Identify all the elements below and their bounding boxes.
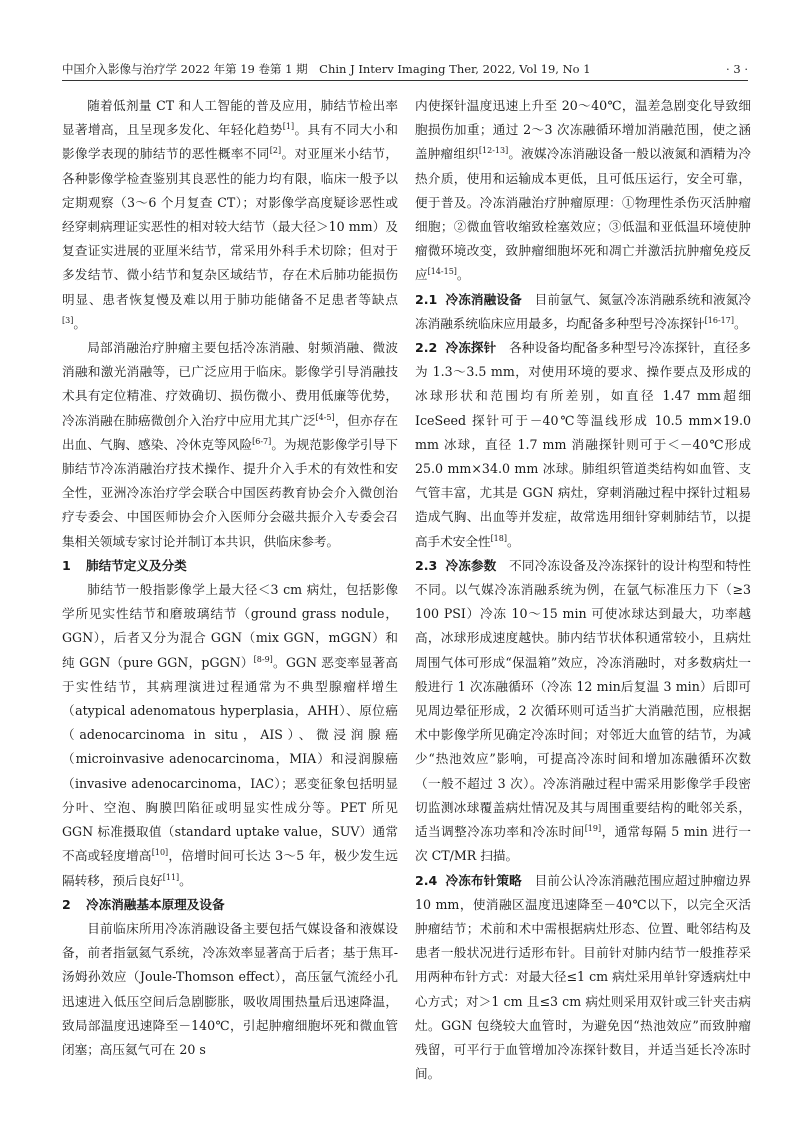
intro-paragraph-1: 随着低剂量 CT 和人工智能的普及应用，肺结节检出率显著增高，且呈现多发化、年轻化趋势[1]。具有不同大小和影像学表现的肺结节的恶性概率不同[2]。对亚厘米小结节，各种影像学检查鉴别其良恶性的能力均有限，临床一般予以定期观察（3～6 个月复查 CT）；对影像学高度疑诊恶性或经穿刺病理证实恶性的相对较大结节（最大径＞10 mm）及复查证实进展的亚厘米结节，常采用外科手术切除；但对于多发结节、微小结节和复杂区域结节，存在术后肺功能损伤明显、患者恢复慢及难以用于肺功能储备不足患者等缺点[3]。 xyxy=(62,98,398,331)
citation[interactable]: [12-13] xyxy=(478,146,509,156)
citation[interactable]: [11] xyxy=(162,872,180,882)
left-column xyxy=(62,94,398,1104)
citation[interactable]: [4-5] xyxy=(315,412,335,422)
subsection-2-2: 2.2 冷冻探针 各种设备均配备多种型号冷冻探针，直径多为 1.3～3.5 mm，对使用环境的要求、操作要点及形成的冰球形状和范围均有所差别，如直径 1.47 mm超细 IceSeed 探针可于－40℃等温线形成 10.5 mm×19.0 mm 冰球，直径 1.7 mm 消融探针则可于＜－40℃形成 25.0 mm×34.0 mm 冰球。肺组织管道类结构如血管、支气管丰富，尤其是 GGN 病灶，穿刺消融过程中探针过粗易造成气胸、出血等并发症，故常选用细针穿刺肺结节，以提高手术安全性[18]。 xyxy=(415,340,751,549)
citation[interactable]: [18] xyxy=(490,533,507,543)
section-2-continued: 内使探针温度迅速上升至 20～40℃，温差急剧变化导致细胞损伤加重；通过 2～3 次冻融循环增加消融范围，使之涵盖肿瘤组织[12-13]。液媒冷冻消融设备一般以液氮和酒精为冷热介质，使用和运输成本更低，且可低压运行，安全可靠，便于普及。冷冻消融治疗肿瘤原理：①物理性杀伤灭活肿瘤细胞；②微血管收缩致栓塞效应；③低温和亚低温环境使肿瘤微环境改变，致肿瘤细胞坏死和凋亡并激活抗肿瘤免疫反应[14-15]。 xyxy=(415,98,751,283)
citation[interactable]: [6-7] xyxy=(252,436,272,446)
citation[interactable]: [14-15] xyxy=(427,267,457,277)
section-2-paragraph: 目前临床所用冷冻消融设备主要包括气媒设备和液媒设备，前者指氩氦气系统，冷冻效率显著高于后者；基于焦耳-汤姆孙效应（Joule-Thomson effect），高压氩气流经小孔迅速进入低压空间后急剧膨胀，吸收周围热量后迅速降温，致局部温度迅速降至－140℃，引起肿瘤细胞坏死和微血管闭塞；高压氦气可在 20 s xyxy=(62,920,398,1057)
journal-info: 中国介入影像与治疗学 2022 年第 19 卷第 1 期 Chin J Interv Imaging Ther, 2022, Vol 19, No 1 xyxy=(62,62,591,76)
citation[interactable]: [3] xyxy=(62,315,74,325)
subsection-2-1: 2.1 冷冻消融设备 目前氩气、氮氩冷冻消融系统和液氮冷冻消融系统临床应用最多，均配备多种型号冷冻探针[16-17]。 xyxy=(415,291,751,331)
citation[interactable]: [19] xyxy=(584,823,602,833)
subsection-2-3: 2.3 冷冻参数 不同冷冻设备及冷冻探针的设计构型和特性不同。以气媒冷冻消融系统为例，在氩气标准压力下（≥3 100 PSI）冷冻 10～15 min 可使冰球达到最大，功率越高，冰球形成速度越快。肺内结节状体积通常较小，且病灶周围气体可形成“保温箱”效应，冷冻消融时，对多数病灶一般进行 1 次冻融循环（冷冻 12 min后复温 3 min）后即可见周边晕征形成，2 次循环则可适当扩大消融范围，应根据术中影像学所见确定冷冻时间；对邻近大血管的结节，为减少“热池效应”影响，可提高冷冻时间和增加冻融循环次数（一般不超过 3 次）。冷冻消融过程中需采用影像学手段密切监测冰球覆盖病灶情况及其与周围重要结构的毗邻关系，适当调整冷冻功率和冷冻时间[19]，通常每隔 5 min 进行一次 CT/MR 扫描。 xyxy=(415,557,751,864)
section-1-heading: 1 肺结节定义及分类 xyxy=(62,557,187,573)
citation[interactable]: [10] xyxy=(151,848,169,858)
right-column xyxy=(415,94,751,1104)
intro-paragraph-2: 局部消融治疗肿瘤主要包括冷冻消融、射频消融、微波消融和激光消融等，已广泛应用于临床。影像学引导消融技术具有定位精准、疗效确切、损伤微小、费用低廉等优势，冷冻消融在肺癌微创介入治疗中应用尤其广泛[4-5]，但亦存在出血、气胸、感染、冷休克等风险[6-7]。为规范影像学引导下肺结节冷冻消融治疗技术操作、提升介入手术的有效性和安全性，亚洲冷冻治疗学会联合中国医药教育协会介入微创治疗专委会、中国医师协会介入医师分会磁共振介入专委会召集相关领域专家讨论并制订本共识，供临床参考。 xyxy=(62,340,398,549)
citation[interactable]: [16-17] xyxy=(704,315,734,325)
citation[interactable]: [2] xyxy=(269,146,282,156)
page-number: · 3 · xyxy=(726,62,748,76)
section-2-heading: 2 冷冻消融基本原理及设备 xyxy=(62,896,225,912)
section-1-paragraph: 肺结节一般指影像学上最大径＜3 cm 病灶，包括影像学所见实性结节和磨玻璃结节（ground grass nodule，GGN），后者又分为混合 GGN（mix GGN，mGGN）和纯 GGN（pure GGN，pGGN）[8-9]。GGN 恶变率显著高于实性结节，其病理演进过程通常为不典型腺瘤样增生（atypical adenomatous hyperplasia，AHH）、原位癌（adenocarcinoma in situ，AIS）、微浸润腺癌（microinvasive adenocarcinoma，MIA）和浸润腺癌（invasive adenocarcinoma，IAC）；恶变征象包括明显分叶、空泡、胸膜凹陷征或明显实性成分等。PET 所见 GGN 标准摄取值（standard uptake value，SUV）通常不高或轻度增高[10]，倍增时间可长达 3～5 年，极少发生远隔转移，预后良好[11]。 xyxy=(62,582,398,888)
citation[interactable]: [1] xyxy=(282,122,295,132)
subsection-2-4: 2.4 冷冻布针策略 目前公认冷冻消融范围应超过肿瘤边界 10 mm，使消融区温度迅速降至－40℃以下，以完全灭活肿瘤结节；术前和术中需根据病灶形态、位置、毗邻结构及患者一般状况进行适形布针。目前针对肺内结节一般推荐采用两种布针方式：对最大径≤1 cm 病灶采用单针穿透病灶中心方式；对＞1 cm 且≤3 cm 病灶则采用双针或三针夹击病灶。GGN 包绕较大血管时，为避免因“热池效应”而致肿瘤残留，可平行于血管增加冷冻探针数目，并适当延长冷冻时间。 xyxy=(415,872,751,1082)
citation[interactable]: [8-9] xyxy=(253,654,273,664)
running-header xyxy=(62,58,748,81)
